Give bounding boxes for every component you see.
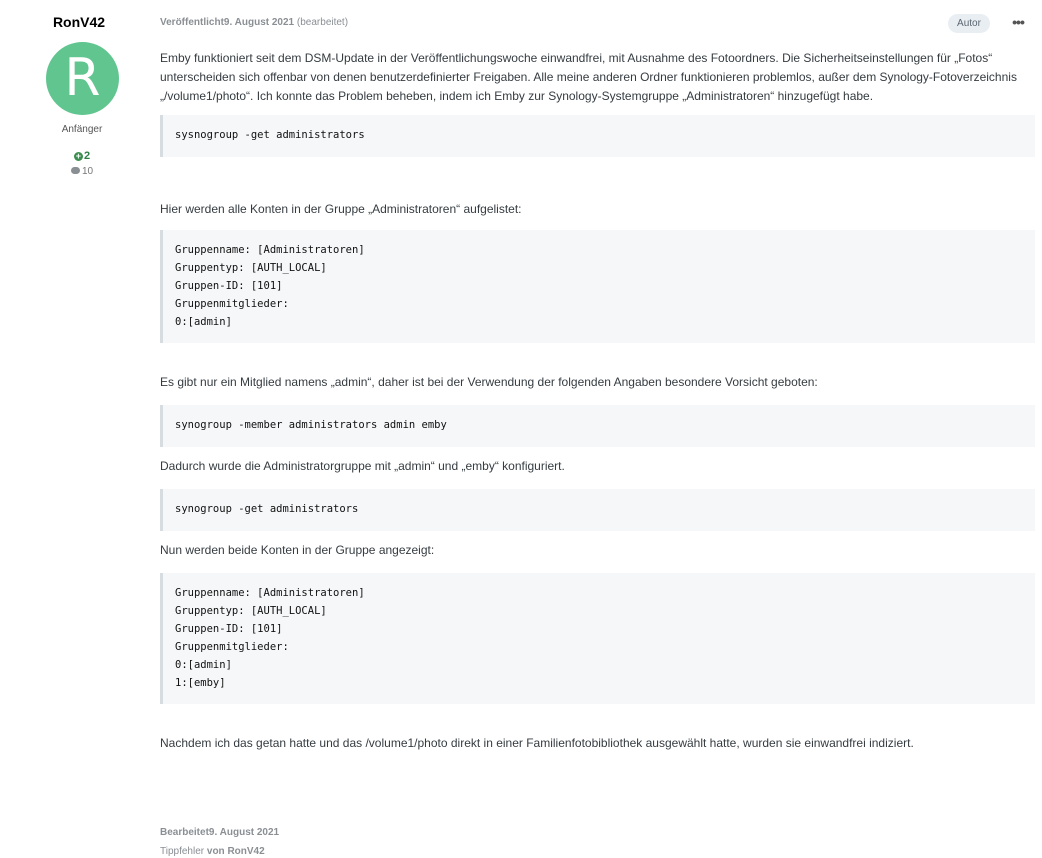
- post-paragraph: Hier werden alle Konten in der Gruppe „Administratoren“ aufgelistet:: [160, 202, 522, 216]
- post-paragraph: Dadurch wurde die Administratorgruppe mit „admin“ und „emby“ konfiguriert.: [160, 459, 565, 473]
- published-date[interactable]: 9. August 2021: [223, 17, 295, 28]
- edited-note: (bearbeitet): [296, 17, 349, 28]
- post-paragraph: Nun werden beide Konten in der Gruppe angezeigt:: [160, 543, 435, 557]
- more-options-icon[interactable]: •••: [1012, 14, 1024, 30]
- plus-circle-icon: +: [75, 151, 82, 161]
- edit-reason: [160, 846, 265, 857]
- code-block: synogroup -member administrators admin emby: [160, 405, 1035, 447]
- comment-icon: [71, 167, 80, 174]
- avatar[interactable]: R: [46, 42, 119, 115]
- reputation-count: [60, 150, 104, 162]
- edit-reason-text: Tippfehler: [160, 846, 205, 857]
- code-block: sysnogroup -get administrators: [160, 115, 1035, 157]
- code-block: Gruppenname: [Administratoren] Gruppentyp: [AUTH_LOCAL] Gruppen-ID: [101] Gruppenmitglieder: 0:[admin] 1:[emby]: [160, 573, 1035, 704]
- edited-footer: [160, 827, 279, 838]
- post-paragraph: Nachdem ich das getan hatte und das /volume1/photo direkt in einer Familienfotobibliothek ausgewählt hatte, wurden sie einwandfrei indiziert.: [160, 736, 914, 750]
- published-label: Veröffentlicht: [160, 17, 224, 28]
- edited-label: Bearbeitet: [160, 827, 209, 838]
- author-name-link[interactable]: RonV42: [52, 14, 106, 30]
- post-count: [60, 166, 104, 177]
- author-rank: Anfänger: [61, 124, 103, 135]
- post-count-value: 10: [81, 166, 94, 177]
- post-paragraph: Es gibt nur ein Mitglied namens „admin“, daher ist bei der Verwendung der folgenden Angaben besondere Vorsicht geboten:: [160, 375, 818, 389]
- edit-by-label: von: [206, 846, 225, 857]
- reputation-value: 2: [83, 150, 91, 162]
- edited-date: 9. August 2021: [208, 827, 280, 838]
- post-meta: [160, 17, 348, 28]
- edit-by-user[interactable]: RonV42: [227, 846, 265, 857]
- code-block: Gruppenname: [Administratoren] Gruppentyp: [AUTH_LOCAL] Gruppen-ID: [101] Gruppenmitglieder: 0:[admin]: [160, 230, 1035, 343]
- code-block: synogroup -get administrators: [160, 489, 1035, 531]
- author-badge: Autor: [948, 14, 990, 33]
- post-paragraph: Emby funktioniert seit dem DSM-Update in der Veröffentlichungswoche einwandfrei, mit Ausnahme des Fotoordners. Die Sicherheitseinstellungen für „Fotos“ unterscheiden sich offenbar von denen benutzerdefinierter Freigaben. Alle meine anderen Ordner funktionieren problemlos, außer dem Synology-Fotoverzeichnis „/volume1/photo“. Ich konnte das Problem beheben, indem ich Emby zur Synology-Systemgruppe „Administratoren“ hinzugefügt habe.: [160, 51, 1017, 103]
